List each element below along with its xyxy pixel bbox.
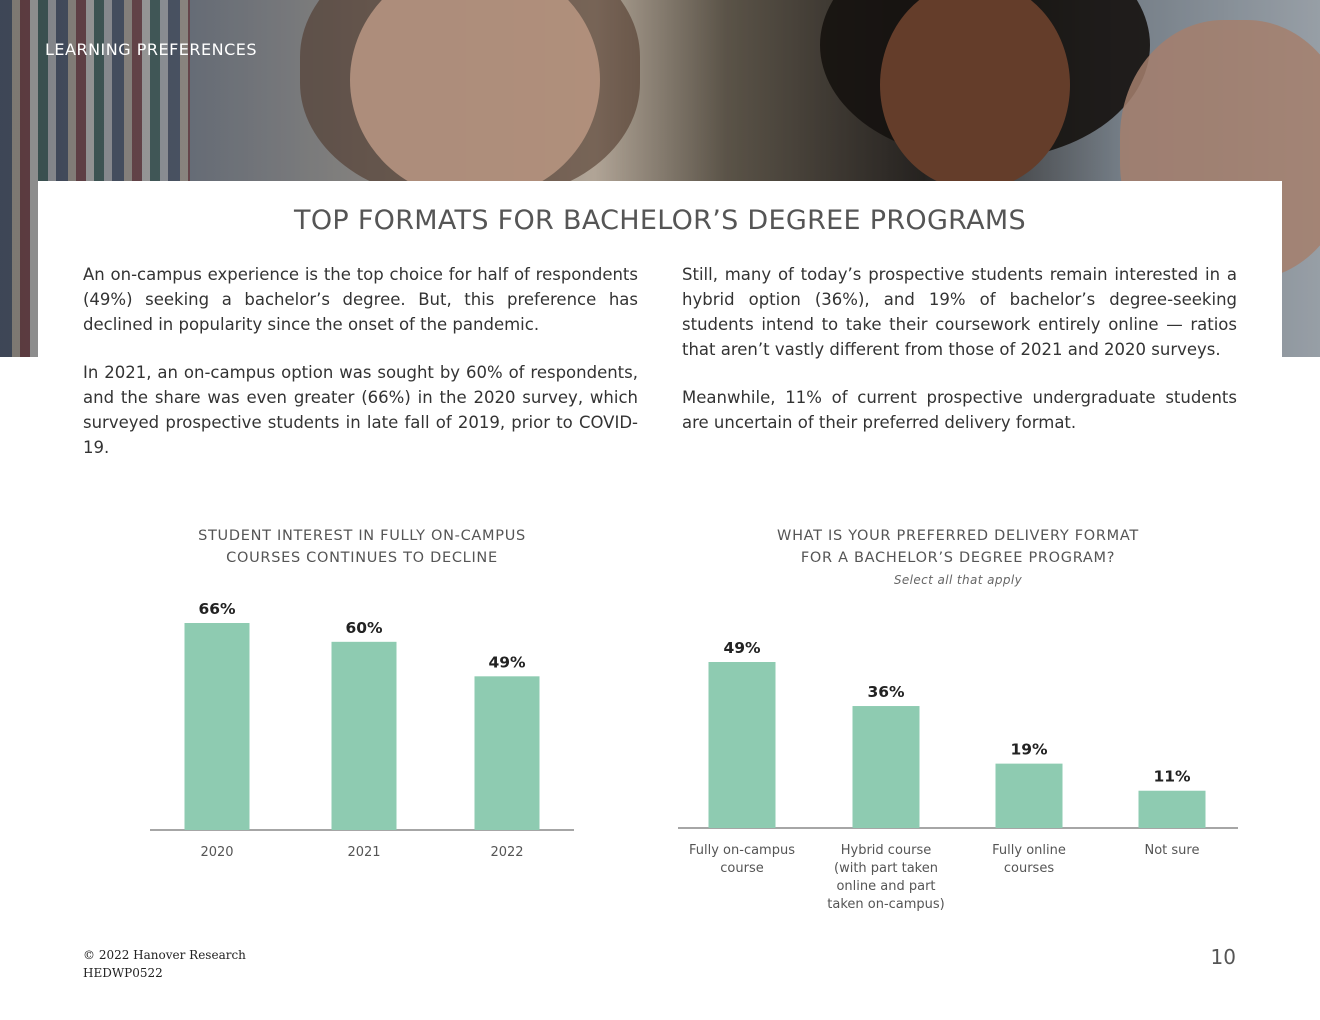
chart2-value-label-1: 36%	[867, 683, 905, 702]
footer	[83, 946, 246, 982]
chart2-bar-0	[709, 662, 776, 828]
document-code: HEDWP0522	[83, 966, 163, 980]
chart2-subtitle: Select all that apply	[893, 573, 1023, 587]
chart1-value-label-1: 60%	[345, 618, 383, 637]
right-paragraph-2: Meanwhile, 11% of current prospective undergraduate students are uncertain of their preferred delivery format.	[682, 388, 1237, 432]
chart2-category-label-3: Not sure	[1144, 843, 1200, 858]
chart2-value-label-2: 19%	[1010, 740, 1048, 759]
chart1-title-line1: STUDENT INTEREST IN FULLY ON-CAMPUS	[198, 528, 526, 544]
chart2-bar-1	[853, 706, 920, 828]
chart2-bar-3	[1139, 791, 1206, 828]
section-label: LEARNING PREFERENCES	[45, 40, 258, 59]
right-paragraph-1: Still, many of today’s prospective students remain interested in a hybrid option (36%), and 19% of bachelor’s degree-seeking students intend to take their coursework entirely online — ratios that aren’t vastly different from those of 2021 and 2020 surveys.	[682, 265, 1237, 359]
chart1-title-line2: COURSES CONTINUES TO DECLINE	[226, 550, 498, 566]
chart2-category-label-1-line-1: (with part taken	[834, 861, 938, 876]
chart2-category-label-0-line-0: Fully on-campus	[689, 843, 795, 858]
chart1-category-label-0: 2020	[200, 845, 234, 860]
chart2-category-label-1-line-0: Hybrid course	[840, 843, 932, 858]
page-title: TOP FORMATS FOR BACHELOR’S DEGREE PROGRAMS	[294, 205, 1026, 236]
left-paragraph-1: An on-campus experience is the top choice for half of respondents (49%) seeking a bachelor’s degree. But, this preference has declined in popularity since the onset of the pandemic.	[83, 265, 638, 334]
chart1-category-label-1: 2021	[347, 845, 381, 860]
chart2-category-label-2-line-0: Fully online	[992, 843, 1066, 858]
page-number: 10	[1210, 945, 1236, 969]
chart2-title-line2: FOR A BACHELOR’S DEGREE PROGRAM?	[800, 550, 1116, 566]
chart2-value-label-0: 49%	[723, 639, 761, 657]
chart1-value-label-0: 66%	[198, 600, 236, 618]
chart2-category-label-0-line-1: course	[720, 861, 764, 876]
copyright-text: © 2022 Hanover Research	[83, 948, 246, 962]
chart2-bar-2	[996, 764, 1063, 828]
chart2-category-label-2-line-1: courses	[1003, 861, 1055, 876]
chart1-category-label-2: 2022	[490, 845, 524, 860]
chart1-value-label-2: 49%	[488, 653, 526, 672]
chart2-title-line1: WHAT IS YOUR PREFERRED DELIVERY FORMAT	[777, 528, 1139, 544]
left-paragraph-2: In 2021, an on-campus option was sought by 60% of respondents, and the share was even greater (66%) in the 2020 survey, which surveyed prospective students in late fall of 2019, prior to COVID-19.	[83, 363, 638, 457]
chart2-value-label-3: 11%	[1153, 767, 1191, 786]
chart2-category-label-1-line-2: online and part	[836, 879, 936, 894]
chart2-category-label-1-line-3: taken on-campus)	[827, 897, 945, 912]
